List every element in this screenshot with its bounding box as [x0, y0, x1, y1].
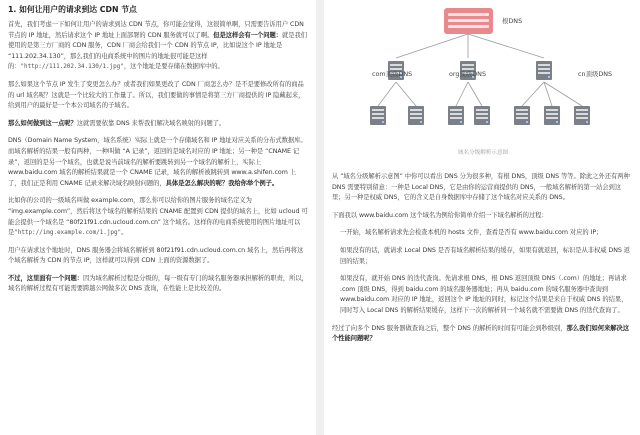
authoritative-server-icon [544, 106, 560, 125]
right-text-body [332, 172, 632, 352]
document-page-right [324, 0, 640, 435]
diagram-caption: 域名分级解析示意图 [457, 150, 509, 156]
paragraph-question: 那么如何做到这一点呢？这就需要依靠 DNS 来帮我们解决域名映射的问题了。 [8, 119, 226, 127]
paragraph-intro: 首先，我们考虑一下如何让用户的请求到达 CDN 节点，你可能会觉得，这很简单啊，只需要告诉用户 CDN 节点的 IP 地址，然后请求这个 IP 地址上面部署的 CDN 服务就可以了啊。但是这样会有一个问题：就是我们使用的是第三方厂商的 CDN 服务，CDN 厂商会给我们一个 CDN 的节点 IP，比如说这个 IP 地址是 “111.202.34.130”，那么我们的电商系统中的图片的地址很可能是这样的："http://111.202.34.130/1.jpg"，这个地址是要存储在数据库中的。 [8, 21, 308, 71]
paragraph-cname-example: 比如你的公司的一级域名叫做 example.com，那么你可以给你的图片服务的域名定义为 “img.example.com”，然后将这个域名的解析结果的 CNAME 配置到 CDN 提供的域名上，比如 ucloud 可能会提供一个域名是 “80f21f91.cdn.ucloud.com.cn” 这个域名。这样你的电商系统使用的图片地址可以是"http://img.example.com/1.jpg"。 [8, 197, 308, 237]
cn-dns-label: cn顶级DNS [578, 70, 613, 78]
root-dns-server-icon [444, 8, 493, 34]
url-example-ip: "http://111.202.34.130/1.jpg" [20, 63, 124, 71]
authoritative-server-icon [514, 106, 530, 125]
paragraph-performance: 经过了向多个 DNS 服务器做查询之后，整个 DNS 的解析的时间有可能会到秒级别，那么我们如何来解决这个性能问题呢？ [332, 324, 630, 343]
authoritative-server-icon [408, 106, 424, 125]
com-dns-label: com顶级DNS [372, 70, 413, 78]
paragraph-resolution: 用户在请求这个地址时，DNS 服务器会将域名解析到 80f21f91.cdn.ucloud.com.cn 域名上，然后再将这个域名解析为 CDN 的节点 IP，这样就可以得到 CDN 上面的资源数据了。 [8, 246, 304, 265]
org-dns-label: org顶级DNS [449, 70, 487, 78]
cn-dns-server-icon [536, 61, 552, 80]
document-page-left [0, 0, 316, 435]
paragraph-dns-definition: DNS（Domain Name System，域名系统）实际上就是一个存储域名和 IP 地址对应关系的分布式数据库。而域名解析的结果一般有两种，一种叫做 “A 记录”，返回的是域名对应的 IP 地址；另一种是 “CNAME 记录”，返回的是另一个域名，也就是说当前域名的解析要跳转到另一个域名的解析上，实际上 www.baidu.com 域名的解析结果就是一个 CNAME 记录，域名的解析被跳转到 www.a.shifen.com 上了，我们正是利用 CNAME 记录来解决域名映射问题的，具体是怎么解决的呢？我给你举个例子。 [8, 137, 307, 187]
paragraph-process-intro: 下面我以 www.baidu.com 这个域名为例给你简单介绍一下域名解析的过程： [332, 211, 548, 219]
authoritative-server-icon [474, 106, 490, 125]
authoritative-server-icon [574, 106, 590, 125]
url-example-img: "http://img.example.com/1.jpg" [14, 229, 122, 237]
section-title: 1. 如何让用户的请求到达 CDN 节点 [8, 5, 137, 14]
step-local-dns: 如果没有的话，就请求 Local DNS 是否有域名解析结果的缓存，如果有就返回，标识是从非权威 DNS 返回的结果； [340, 246, 631, 265]
paragraph-dns-types: 从 “域名分级解析示意图” 中你可以看出 DNS 分为很多种，有根 DNS，顶级 DNS 等等。除此之外还有两种 DNS 需要特别留意：一种是 Local DNS，它是由你的运营商提供的 DNS，一般域名解析的第一站会到这里；另一种是权威 DNS，它的含义是自身数据库中存储了这个域名对应关系的 DNS。 [332, 173, 630, 202]
root-dns-label: 根DNS [502, 17, 523, 25]
step-iterative-query: 如果没有，就开始 DNS 的迭代查询。先请求根 DNS，根 DNS 返回顶级 DNS（.com）的地址；再请求 .com 顶级 DNS，得到 baidu.com 的域名服务器地址；再从 baidu.com 的域名服务器中查询到 www.baidu.com 对应的 IP 地址，返回这个 IP 地址的同时，标记这个结果是来自于权威 DNS 的结果，同时写入 Local DNS 的解析结果缓存，这样下一次的解析同一个域名就不需要做 DNS 的迭代查询了。 [340, 275, 628, 314]
paragraph-ip-change: 那么如果这个节点 IP 发生了变更怎么办？或者我们如果更改了 CDN 厂商怎么办？是不是要修改所有的商品的 url 域名呢？这就是一个比较大的工作量了。所以，我们要做的事情是将第三方厂商提供的 IP 隐藏起来，给到用户的最好是一个本公司域名的子域名。 [8, 80, 305, 110]
authoritative-server-icon [370, 106, 386, 125]
dns-hierarchy-diagram [332, 0, 634, 156]
authoritative-server-icon [448, 106, 464, 125]
paragraph-problem: 不过，这里面有一个问题：因为域名解析过程是分级的，每一级有专门的域名服务器承担解析的职责，所以，域名的解析过程有可能需要跨越公网做多次 DNS 查询，在性能上是比较差的。 [8, 274, 308, 293]
step-hosts-file: 一开始，域名解析请求先会检查本机的 hosts 文件，查看是否有 www.baidu.com 对应的 IP； [340, 229, 603, 237]
